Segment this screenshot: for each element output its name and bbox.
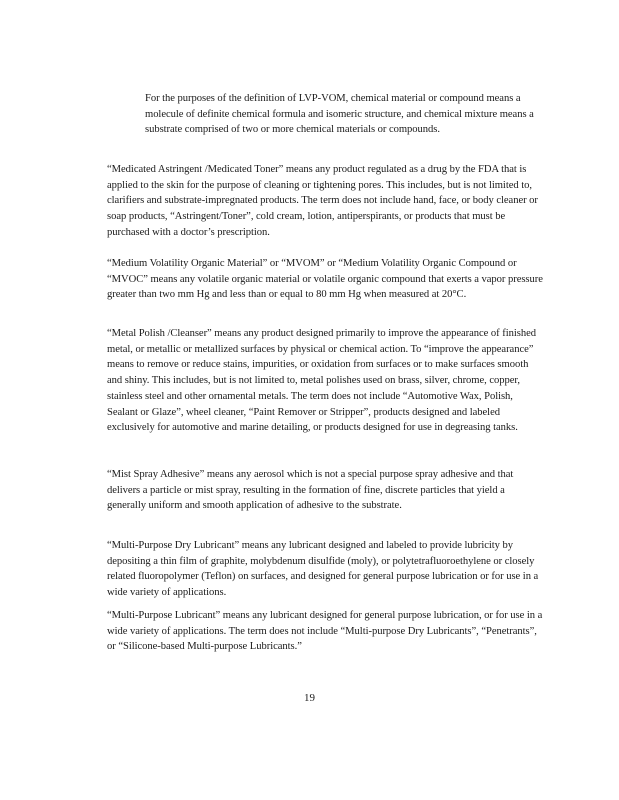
paragraph-lvp-vom-definition: For the purposes of the definition of LVP-VOM, chemical material or compound means a molecule of definite chemical formula and isomeric structure, and chemical mixture means a substrate comprised of two or more chemical materials or compounds. bbox=[145, 93, 534, 136]
page-number: 19 bbox=[304, 692, 315, 704]
paragraph-metal-polish-cleanser: “Metal Polish /Cleanser” means any product designed primarily to improve the appearance of finished metal, or metallic or metallized surfaces by physical or chemical action. To “improve the appearance” means to remove or reduce stains, impurities, or oxidation from surfaces or to make surfaces smooth and shiny. This includes, but is not limited to, metal polishes used on brass, silver, chrome, copper, stainless steel and other ornamental metals. The term does not include “Automotive Wax, Polish, Sealant or Glaze”, wheel cleaner, “Paint Remover or Stripper”, products designed and labeled exclusively for automotive and marine detailing, or products designed for use in degreasing tanks. bbox=[107, 328, 536, 434]
paragraph-multi-purpose-dry-lubricant: “Multi-Purpose Dry Lubricant” means any lubricant designed and labeled to provide lubricity by depositing a thin film of graphite, molybdenum disulfide (moly), or polytetrafluoroethylene or closely related fluoropolymer (Teflon) on surfaces, and designed for general purpose lubrication or for use in a wide variety of applications. bbox=[107, 540, 539, 599]
paragraph-medium-volatility-organic-material: “Medium Volatility Organic Material” or “MVOM” or “Medium Volatility Organic Compound or “MVOC” means any volatile organic material or volatile organic compound that exerts a vapor pressure greater than two mm Hg and less than or equal to 80 mm Hg when measured at 20°C. bbox=[107, 258, 543, 301]
paragraph-medicated-astringent: “Medicated Astringent /Medicated Toner” means any product regulated as a drug by the FDA that is applied to the skin for the purpose of cleaning or tightening pores. This includes, but is not limited to, clarifiers and substrate-impregnated products. The term does not include hand, face, or body cleaner or soap products, “Astringent/Toner”, cold cream, lotion, antiperspirants, or products that must be purchased with a doctor’s prescription. bbox=[107, 164, 538, 238]
paragraph-mist-spray-adhesive: “Mist Spray Adhesive” means any aerosol which is not a special purpose spray adhesive and that delivers a particle or mist spray, resulting in the formation of fine, discrete particles that yield a generally uniform and smooth application of adhesive to the substrate. bbox=[107, 469, 514, 512]
paragraph-multi-purpose-lubricant: “Multi-Purpose Lubricant” means any lubricant designed for general purpose lubrication, or for use in a wide variety of applications. The term does not include “Multi-purpose Dry Lubricants”, “Penetrants”, or “Silicone-based Multi-purpose Lubricants.” bbox=[107, 610, 543, 653]
